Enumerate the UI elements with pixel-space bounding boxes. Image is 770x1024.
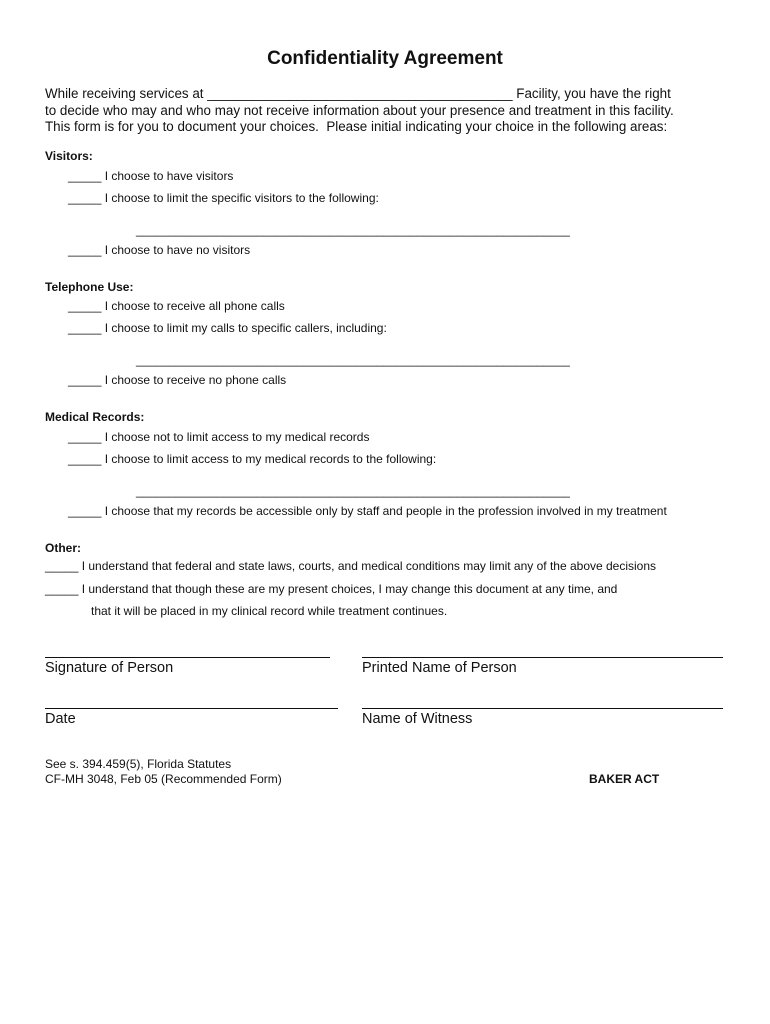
telephone-all-option[interactable]: _____ I choose to receive all phone calls xyxy=(68,299,285,313)
records-staff-option[interactable]: _____ I choose that my records be accessible only by staff and people in the profession involved in my treatment xyxy=(68,504,667,518)
witness-label: Name of Witness xyxy=(362,711,473,727)
intro-line-3: This form is for you to document your choices. Please initial indicating your choice in the following areas: xyxy=(45,119,668,134)
form-number: CF-MH 3048, Feb 05 (Recommended Form) xyxy=(45,772,282,786)
signature-line[interactable] xyxy=(45,657,330,658)
baker-act-label: BAKER ACT xyxy=(589,772,660,786)
printed-name-label: Printed Name of Person xyxy=(362,660,517,676)
printed-name-line[interactable] xyxy=(362,657,723,658)
visitors-heading: Visitors: xyxy=(45,149,93,163)
visitors-none-option[interactable]: _____ I choose to have no visitors xyxy=(68,243,251,257)
telephone-fill-line[interactable]: _________________________________________________________________ xyxy=(136,353,570,367)
records-not-limit-option[interactable]: _____ I choose not to limit access to my medical records xyxy=(68,430,370,444)
statute-reference: See s. 394.459(5), Florida Statutes xyxy=(45,757,232,771)
telephone-limit-option[interactable]: _____ I choose to limit my calls to specific callers, including: xyxy=(68,321,387,335)
signature-label: Signature of Person xyxy=(45,660,174,676)
records-heading: Medical Records: xyxy=(45,410,145,424)
other-heading: Other: xyxy=(45,541,81,555)
telephone-none-option[interactable]: _____ I choose to receive no phone calls xyxy=(68,373,287,387)
other-change-continued: that it will be placed in my clinical record while treatment continues. xyxy=(91,604,448,618)
records-fill-line[interactable]: _________________________________________________________________ xyxy=(136,484,570,498)
visitors-have-option[interactable]: _____ I choose to have visitors xyxy=(68,169,234,183)
visitors-limit-option[interactable]: _____ I choose to limit the specific visitors to the following: xyxy=(68,191,379,205)
page-title: Confidentiality Agreement xyxy=(267,48,503,69)
intro-line-1: While receiving services at _________________________________________ Facility, you have the right xyxy=(45,86,671,101)
visitors-fill-line[interactable]: _________________________________________________________________ xyxy=(136,223,570,237)
other-laws-option[interactable]: _____ I understand that federal and state laws, courts, and medical conditions may limit any of the above decisions xyxy=(45,559,657,573)
intro-line-2: to decide who may and who may not receive information about your presence and treatment in this facility. xyxy=(45,103,674,118)
telephone-heading: Telephone Use: xyxy=(45,280,134,294)
date-line[interactable] xyxy=(45,708,338,709)
records-limit-option[interactable]: _____ I choose to limit access to my medical records to the following: xyxy=(68,452,437,466)
date-label: Date xyxy=(45,711,76,727)
witness-line[interactable] xyxy=(362,708,723,709)
other-change-option[interactable]: _____ I understand that though these are my present choices, I may change this document at any time, and xyxy=(45,582,618,596)
